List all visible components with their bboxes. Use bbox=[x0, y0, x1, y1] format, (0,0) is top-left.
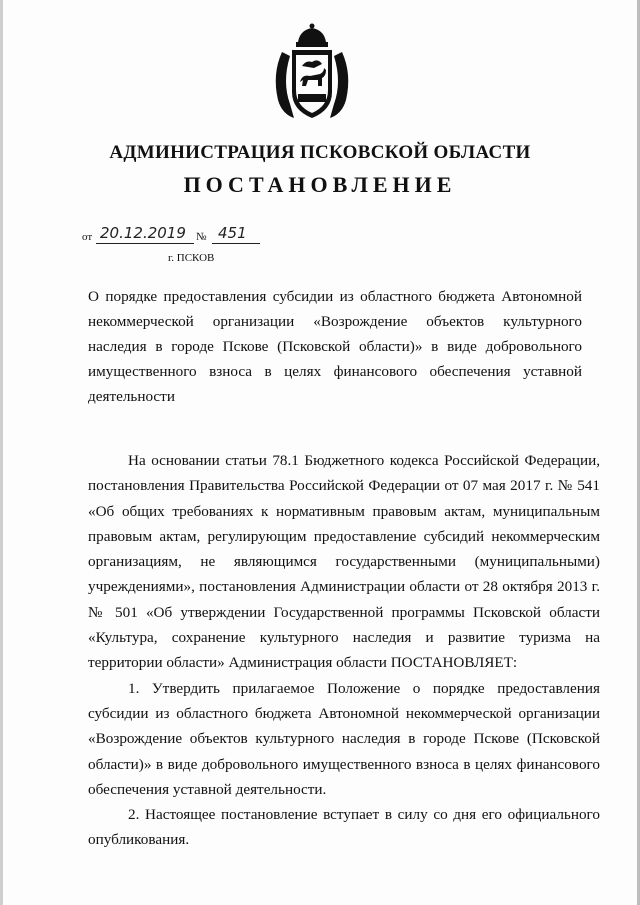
preamble-paragraph: На основании статьи 78.1 Бюджетного кодекса Российской Федерации, постановления Правительства Российской Федерации от 07 мая 2017 г. № 541 «Об общих требованиях к нормативным правовым актам, муниципальным правовым актам, регулирующим предоставление субсидий некоммерческим организациям, не являющимся государственными (муниципальными) учреждениями», постановления Администрации области от 28 октября 2013 г. № 501 «Об утверждении Государственной программы Псковской области «Культура, сохранение культурного наследия и развитие туризма на территории области» Администрация области ПОСТАНОВЛЯЕТ: bbox=[88, 452, 600, 672]
number-underline bbox=[212, 243, 260, 244]
scan-edge-left bbox=[0, 0, 3, 905]
number-prefix: № bbox=[196, 231, 207, 243]
handwritten-date: 20.12.2019 bbox=[100, 224, 186, 242]
document-body bbox=[88, 448, 600, 853]
item-2-paragraph: 2. Настоящее постановление вступает в силу со дня его официального опубликования. bbox=[88, 806, 600, 849]
date-prefix: от bbox=[82, 231, 93, 243]
item-1-paragraph: 1. Утвердить прилагаемое Положение о порядке предоставления субсидии из областного бюджета Автономной некоммерческой организации «Возрождение объектов культурного наследия в городе Пскове (Псковской области)» в виде добровольного имущественного взноса в целях финансового обеспечения уставной деятельности. bbox=[88, 679, 600, 798]
pskov-coat-of-arms-icon bbox=[268, 22, 356, 124]
document-type-title: ПОСТАНОВЛЕНИЕ bbox=[183, 172, 457, 197]
document-subject: О порядке предоставления субсидии из областного бюджета Автономной некоммерческой организации «Возрождение объектов культурного наследия в городе Пскове (Псковской области)» в виде добровольного имущественного взноса в целях финансового обеспечения уставной деятельности bbox=[88, 288, 582, 405]
organization-title: АДМИНИСТРАЦИЯ ПСКОВСКОЙ ОБЛАСТИ bbox=[109, 142, 531, 163]
handwritten-number: 451 bbox=[218, 224, 247, 242]
city-label: г. ПСКОВ bbox=[168, 252, 215, 264]
date-underline bbox=[96, 243, 194, 244]
registration-line bbox=[82, 222, 272, 246]
